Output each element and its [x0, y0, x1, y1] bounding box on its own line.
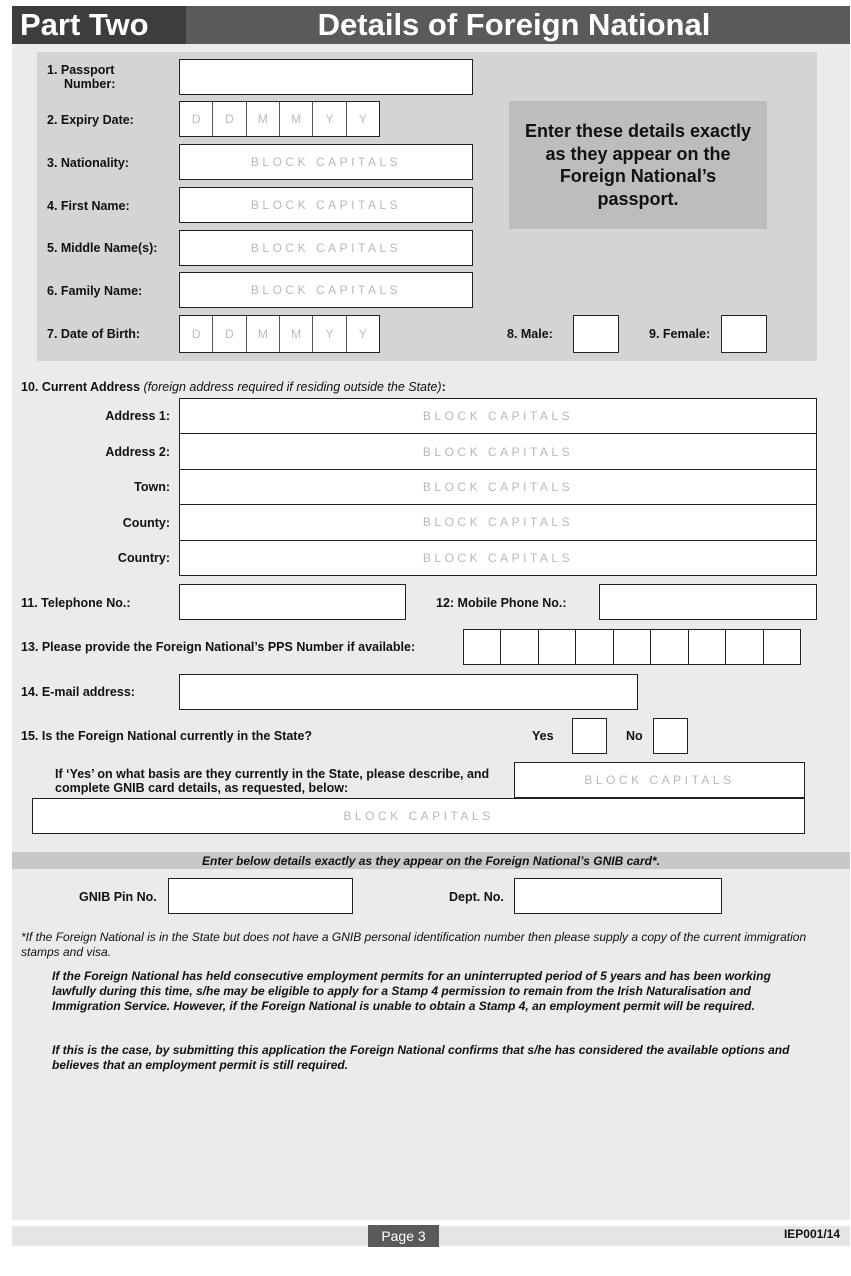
- date-slot: Y: [313, 316, 346, 352]
- nationality-label: 3. Nationality:: [47, 156, 129, 170]
- pps-cell: [501, 630, 538, 664]
- form-code: IEP001/14: [783, 1227, 840, 1241]
- dob-input[interactable]: [179, 315, 380, 353]
- date-slot: Y: [358, 327, 367, 341]
- yes-label: Yes: [532, 729, 554, 743]
- date-slot: D: [180, 316, 213, 352]
- address-heading-note: (foreign address required if residing outside the State): [143, 380, 442, 394]
- first-name-input[interactable]: BLOCK CAPITALS: [179, 187, 473, 223]
- pps-cell: [576, 630, 613, 664]
- pps-cell: [689, 630, 726, 664]
- country-input[interactable]: BLOCK CAPITALS: [422, 550, 574, 565]
- county-input[interactable]: BLOCK CAPITALS: [180, 505, 816, 540]
- first-name-label: 4. First Name:: [47, 199, 130, 213]
- basis-input-2[interactable]: BLOCK CAPITALS: [32, 798, 805, 834]
- yes-checkbox[interactable]: [572, 718, 607, 754]
- passport-label-1: 1. Passport: [47, 63, 115, 77]
- pps-input[interactable]: [463, 629, 801, 665]
- nationality-input[interactable]: BLOCK CAPITALS: [179, 144, 473, 180]
- stamp4-note: If the Foreign National has held consecutive employment permits for an uninterrupted period of 5 years and has been working lawfully during this time, s/he may be eligible to apply for a Stamp 4 permission to remain from the Irish Naturalisation and Immigration Service. However, if the Foreign National is unable to obtain a Stamp 4, an employment permit will be required.: [52, 969, 771, 1013]
- female-checkbox[interactable]: [721, 315, 767, 353]
- date-slot: Y: [313, 102, 346, 136]
- pps-label: 13. Please provide the Foreign National’s PPS Number if available:: [21, 640, 416, 654]
- date-slot: M: [247, 102, 280, 136]
- address-1-label: Address 1:: [105, 409, 170, 423]
- page-number: Page 3: [368, 1225, 439, 1247]
- address-input-group: [179, 398, 817, 576]
- county-label: County:: [122, 516, 170, 530]
- expiry-date-input[interactable]: [179, 101, 380, 137]
- male-label: 8. Male:: [507, 327, 553, 341]
- address-heading-label: 10. Current Address: [21, 380, 141, 394]
- pps-cell: [614, 630, 651, 664]
- passport-label-2: Number:: [64, 77, 116, 91]
- no-checkbox[interactable]: [653, 718, 688, 754]
- mobile-label: 12: Mobile Phone No.:: [436, 596, 567, 610]
- town-label: Town:: [134, 480, 170, 494]
- footnote: *If the Foreign National is in the State but does not have a GNIB personal identification number then please supply a copy of the current immigration stamps and visa.: [21, 930, 807, 959]
- email-label: 14. E-mail address:: [21, 685, 135, 699]
- date-slot: D: [180, 102, 213, 136]
- gnib-pin-input[interactable]: [168, 878, 353, 914]
- header-bar: [12, 6, 850, 44]
- part-label: Part Two: [12, 6, 186, 44]
- pps-cell: [464, 630, 501, 664]
- email-input[interactable]: [179, 674, 638, 710]
- pps-cell: [764, 630, 800, 664]
- family-name-label: 6. Family Name:: [47, 284, 143, 298]
- basis-text-line2: complete GNIB card details, as requested, below:: [55, 781, 349, 795]
- in-state-question: 15. Is the Foreign National currently in the State?: [21, 729, 313, 743]
- country-label: Country:: [117, 551, 170, 565]
- pps-cell: [539, 630, 576, 664]
- date-slot: M: [280, 102, 313, 136]
- basis-input-1[interactable]: BLOCK CAPITALS: [514, 762, 805, 798]
- telephone-input[interactable]: [179, 584, 406, 620]
- family-name-input[interactable]: BLOCK CAPITALS: [179, 272, 473, 308]
- passport-number-input[interactable]: [179, 59, 473, 95]
- address-2-label: Address 2:: [105, 445, 170, 459]
- dob-label: 7. Date of Birth:: [47, 327, 141, 341]
- mobile-input[interactable]: [599, 584, 817, 620]
- town-input[interactable]: BLOCK CAPITALS: [180, 470, 816, 505]
- passport-info-box: [509, 101, 767, 229]
- male-checkbox[interactable]: [573, 315, 619, 353]
- dept-label: Dept. No.: [449, 890, 504, 904]
- date-slot: Y: [358, 112, 367, 126]
- address-heading: [21, 380, 446, 394]
- passport-info-text: Enter these details exactly as they appear on the Foreign National’s passport.: [524, 121, 752, 209]
- address-heading-colon: :: [441, 380, 446, 394]
- female-label: 9. Female:: [649, 327, 711, 341]
- date-slot: D: [213, 102, 246, 136]
- basis-text-line1: If ‘Yes’ on what basis are they currently in the State, please describe, and: [55, 767, 490, 781]
- gnib-banner-text: Enter below details exactly as they appear on the Foreign National’s GNIB card*.: [202, 853, 660, 868]
- gnib-pin-label: GNIB Pin No.: [79, 890, 157, 904]
- telephone-label: 11. Telephone No.:: [21, 596, 131, 610]
- date-slot: M: [247, 316, 280, 352]
- middle-name-input[interactable]: BLOCK CAPITALS: [179, 230, 473, 266]
- address-1-input[interactable]: BLOCK CAPITALS: [180, 399, 816, 434]
- dept-input[interactable]: [514, 878, 722, 914]
- address-2-input[interactable]: BLOCK CAPITALS: [180, 434, 816, 469]
- date-slot: D: [213, 316, 246, 352]
- pps-cell: [726, 630, 763, 664]
- middle-name-label: 5. Middle Name(s):: [47, 241, 158, 255]
- no-label: No: [626, 729, 643, 743]
- expiry-label: 2. Expiry Date:: [47, 113, 134, 127]
- gnib-banner: [12, 852, 850, 869]
- confirm-note: If this is the case, by submitting this application the Foreign National confirms that s/he has considered the available options and believes that an employment permit is still required.: [52, 1043, 790, 1072]
- page-title: Details of Foreign National: [317, 7, 711, 42]
- date-slot: M: [280, 316, 313, 352]
- pps-cell: [651, 630, 688, 664]
